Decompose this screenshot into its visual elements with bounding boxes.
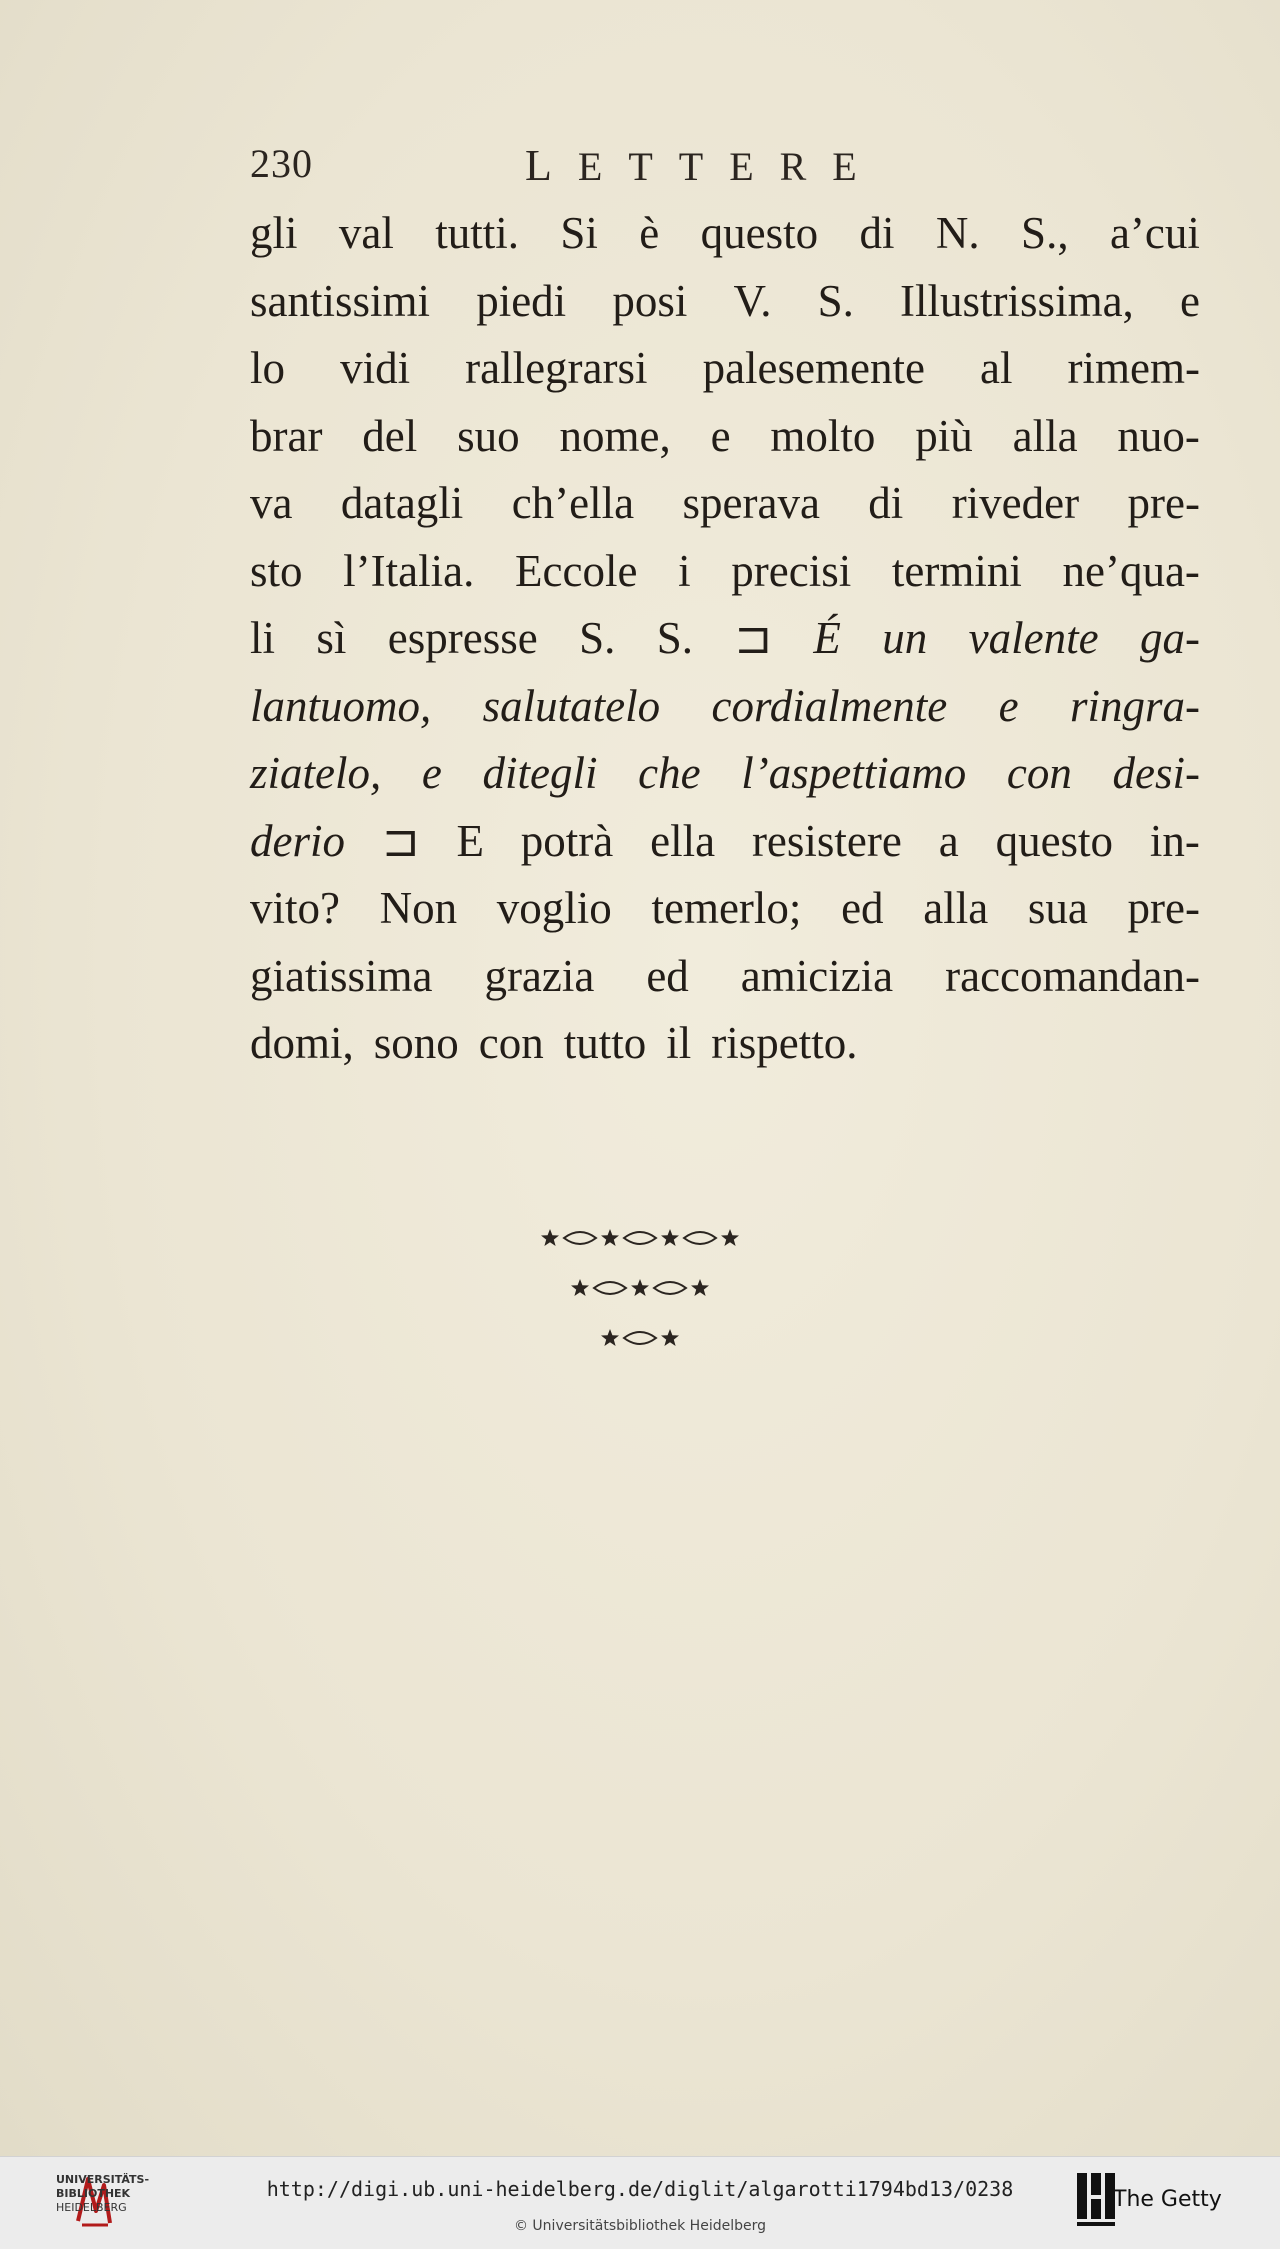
text-word: di bbox=[859, 208, 895, 258]
library-name-line: UNIVERSITÄTS- bbox=[56, 2173, 150, 2186]
text-word: e bbox=[1179, 275, 1200, 326]
text-word: rispetto. bbox=[711, 1018, 858, 1068]
text-line bbox=[250, 673, 1200, 741]
text-word: val bbox=[338, 208, 394, 258]
text-word: N. bbox=[935, 208, 980, 258]
text-word: brar bbox=[250, 410, 323, 461]
star-icon bbox=[660, 1328, 680, 1348]
text-word: ga- bbox=[1139, 613, 1200, 663]
text-word: pre- bbox=[1127, 478, 1200, 528]
text-word: S. bbox=[656, 613, 693, 663]
text-word: e bbox=[998, 680, 1019, 731]
text-word: nome, bbox=[559, 410, 671, 461]
text-word: ed bbox=[646, 950, 689, 1001]
text-line bbox=[250, 403, 1200, 471]
text-word: è bbox=[639, 208, 660, 258]
text-word: grazia bbox=[484, 950, 595, 1001]
star-icon bbox=[600, 1228, 620, 1248]
text-word: cordialmente bbox=[711, 680, 948, 731]
text-word: amicizia bbox=[740, 950, 894, 1001]
text-word: potrà bbox=[520, 815, 614, 866]
lozenge-icon bbox=[592, 1278, 628, 1298]
star-icon bbox=[600, 1328, 620, 1348]
running-title: LETTERE bbox=[525, 141, 883, 190]
text-word: sì bbox=[316, 613, 347, 663]
text-word: sua bbox=[1027, 883, 1088, 933]
text-word: lo bbox=[250, 343, 286, 393]
text-line bbox=[250, 875, 1200, 943]
text-word: S., bbox=[1021, 208, 1069, 258]
text-word: rallegrarsi bbox=[465, 343, 648, 393]
lozenge-icon bbox=[562, 1228, 598, 1248]
running-header bbox=[250, 140, 950, 200]
star-icon bbox=[690, 1278, 710, 1298]
text-line bbox=[250, 808, 1200, 876]
text-word: domi, bbox=[250, 1018, 354, 1068]
text-word: salutatelo bbox=[482, 680, 661, 731]
text-word: a’cui bbox=[1109, 208, 1200, 258]
text-line bbox=[250, 943, 1200, 1011]
star-icon bbox=[570, 1278, 590, 1298]
text-word: E bbox=[456, 815, 484, 866]
text-word: sperava bbox=[682, 478, 820, 528]
text-word: piedi bbox=[476, 275, 567, 326]
ornament-row bbox=[0, 1325, 1280, 1350]
partner-name[interactable]: The Getty bbox=[1113, 2187, 1222, 2212]
library-name-line: BIBLIOTHEK bbox=[56, 2187, 131, 2200]
text-line bbox=[250, 740, 1200, 808]
text-word: tutto bbox=[563, 1018, 647, 1068]
text-word: ch’ella bbox=[511, 478, 635, 528]
lozenge-icon bbox=[682, 1228, 718, 1248]
text-word: questo bbox=[995, 815, 1114, 866]
text-word: al bbox=[980, 343, 1013, 393]
text-word: vidi bbox=[340, 343, 411, 393]
text-word: il bbox=[666, 1018, 692, 1068]
library-name-line: HEIDELBERG bbox=[56, 2201, 127, 2214]
text-word: e bbox=[421, 748, 442, 798]
text-word: termini bbox=[891, 545, 1022, 596]
text-word: giatissima bbox=[250, 950, 433, 1001]
text-line bbox=[250, 605, 1200, 673]
ornament-row bbox=[0, 1225, 1280, 1250]
text-word: in- bbox=[1149, 815, 1200, 866]
text-word: datagli bbox=[340, 478, 464, 528]
text-word: a bbox=[938, 815, 959, 866]
text-word: Non bbox=[379, 883, 458, 933]
lozenge-icon bbox=[652, 1278, 688, 1298]
text-word: valente bbox=[968, 613, 1099, 663]
star-icon bbox=[660, 1228, 680, 1248]
permalink-url[interactable]: http://digi.ub.uni-heidelberg.de/diglit/algarotti1794bd13/0238 bbox=[266, 2177, 1014, 2201]
text-line bbox=[250, 268, 1200, 336]
text-word: voglio bbox=[496, 883, 612, 933]
text-word: questo bbox=[700, 208, 819, 258]
text-word: alla bbox=[1012, 410, 1078, 461]
text-word: desi- bbox=[1112, 748, 1200, 798]
text-word: S. bbox=[579, 613, 616, 663]
text-word: sto bbox=[250, 545, 303, 596]
text-word: ne’qua- bbox=[1062, 545, 1200, 596]
text-word: derio bbox=[250, 815, 345, 866]
text-word: un bbox=[882, 613, 928, 663]
text-word: raccomandan- bbox=[945, 950, 1200, 1001]
text-word: con bbox=[1006, 748, 1072, 798]
text-word: espresse bbox=[387, 613, 538, 663]
copyright-notice: © Universitätsbibliothek Heidelberg bbox=[513, 2218, 766, 2234]
text-word: S. bbox=[817, 275, 854, 326]
star-icon bbox=[720, 1228, 740, 1248]
text-word: va bbox=[250, 478, 293, 528]
text-word: con bbox=[478, 1018, 544, 1068]
text-word: palesemente bbox=[702, 343, 925, 393]
text-word: Eccole bbox=[515, 545, 638, 596]
text-word: molto bbox=[770, 410, 876, 461]
text-word: del bbox=[362, 410, 418, 461]
text-line bbox=[250, 470, 1200, 538]
text-word: più bbox=[915, 410, 973, 461]
star-icon bbox=[540, 1228, 560, 1248]
text-word: É bbox=[813, 613, 841, 663]
text-word: lantuomo, bbox=[250, 680, 432, 731]
star-icon bbox=[630, 1278, 650, 1298]
text-word: tutti. bbox=[435, 208, 520, 258]
text-word: l’Italia. bbox=[343, 545, 475, 596]
text-word: ⊐ bbox=[381, 815, 420, 866]
text-word: Illustrissima, bbox=[900, 275, 1134, 326]
text-word: e bbox=[710, 410, 731, 461]
text-word: resistere bbox=[751, 815, 902, 866]
text-word: rimem- bbox=[1067, 343, 1200, 393]
text-word: ella bbox=[650, 815, 716, 866]
text-word: sono bbox=[373, 1018, 459, 1068]
viewer-footer bbox=[0, 2156, 1280, 2249]
text-word: temerlo; bbox=[651, 883, 802, 933]
text-word: ringra- bbox=[1069, 680, 1200, 731]
text-line bbox=[250, 200, 1200, 268]
text-word: vito? bbox=[250, 883, 340, 933]
text-word: che bbox=[638, 748, 701, 798]
lozenge-icon bbox=[622, 1228, 658, 1248]
text-line bbox=[250, 538, 1200, 606]
text-word: alla bbox=[923, 883, 989, 933]
text-word: precisi bbox=[731, 545, 852, 596]
text-word: ditegli bbox=[482, 748, 598, 798]
text-word: ziatelo, bbox=[250, 748, 382, 798]
lozenge-icon bbox=[622, 1328, 658, 1348]
text-word: V. bbox=[733, 275, 772, 326]
text-line bbox=[250, 335, 1200, 403]
text-word: posi bbox=[612, 275, 688, 326]
text-word: l’aspettiamo bbox=[741, 748, 967, 798]
text-word: nuo- bbox=[1117, 410, 1200, 461]
text-word: ⊐ bbox=[734, 613, 773, 663]
text-word: riveder bbox=[951, 478, 1080, 528]
text-word: gli bbox=[250, 208, 298, 258]
text-word: suo bbox=[457, 410, 520, 461]
ornament-row bbox=[0, 1275, 1280, 1300]
text-word: santissimi bbox=[250, 275, 431, 326]
text-word: pre- bbox=[1127, 883, 1200, 933]
text-word: Si bbox=[560, 208, 598, 258]
page-number: 230 bbox=[250, 141, 313, 186]
text-line bbox=[250, 1010, 1200, 1078]
text-word: ed bbox=[841, 883, 884, 933]
text-word: di bbox=[868, 478, 904, 528]
text-word: i bbox=[678, 545, 691, 596]
text-word: li bbox=[250, 613, 276, 663]
letter-body-text bbox=[250, 200, 1200, 1078]
